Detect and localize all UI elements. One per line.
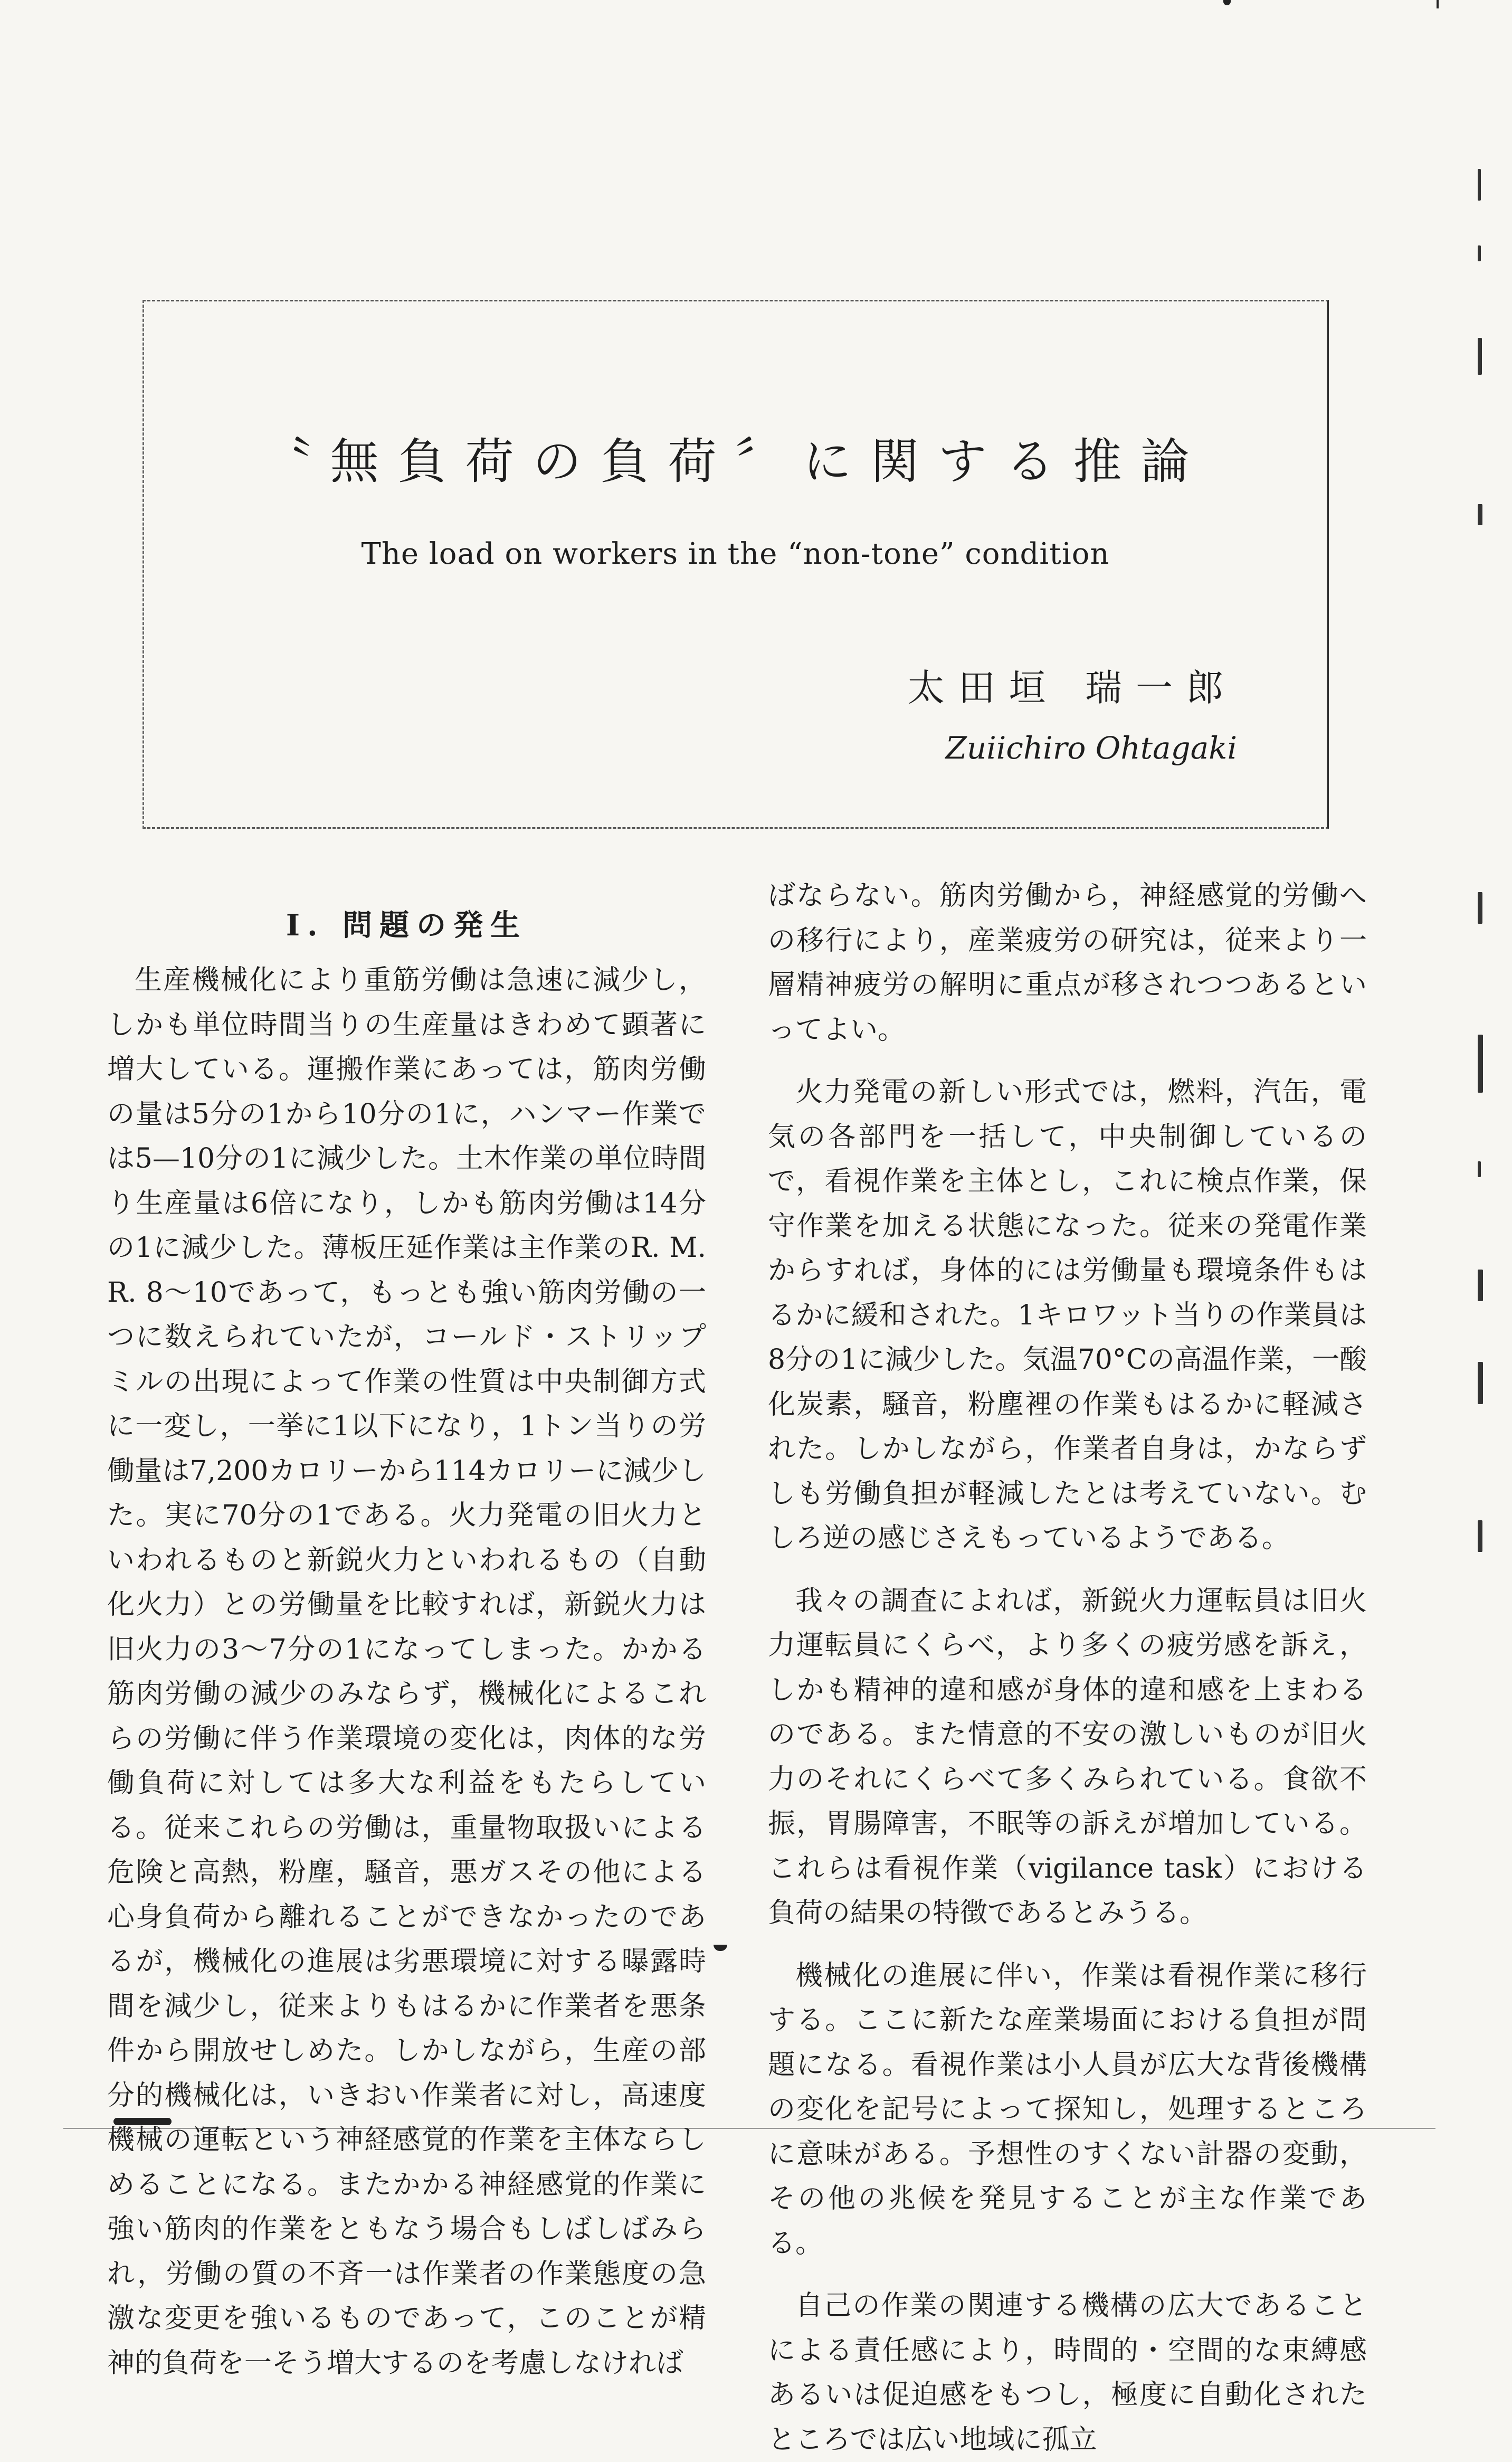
scan-edge-mark (1478, 169, 1481, 201)
author-name-japanese: 太田垣 瑞一郎 (907, 666, 1237, 709)
paper-title-english: The load on workers in the “non-tone” condition (361, 537, 1110, 571)
scan-edge-mark (1478, 1270, 1483, 1301)
body-column-right (768, 874, 1367, 2462)
body-column-left (107, 874, 706, 2385)
scan-edge-mark (1478, 892, 1482, 924)
body-paragraph: 火力発電の新しい形式では，燃料，汽缶，電気の各部門を一括して，中央制御しているので，看視作業を主体とし，これに検点作業，保守作業を加える状態になった。従来の発電作業からすれば，身体的には労働量も環境条件もはるかに緩和された。1キロワット当りの作業員は8分の1に減少した。気温70°Cの高温作業，一酸化炭素，騒音，粉塵裡の作業もはるかに軽減された。しかしながら，作業者自身は，かならずしも労働負担が軽減したとは考えていない。むしろ逆の感じさえもっているようである。 (768, 1076, 1367, 1554)
author-name-english: Zuiichiro Ohtagaki (945, 730, 1237, 766)
scan-mark-mid (714, 1945, 727, 1951)
scan-edge-mark (1478, 245, 1481, 261)
scan-mark-top-right (1437, 0, 1439, 8)
title-frame (142, 300, 1329, 829)
scan-edge-mark (1478, 1161, 1481, 1177)
body-paragraph: 生産機械化により重筋労働は急速に減少し，しかも単位時間当りの生産量はきわめて顕著に増大している。運搬作業にあっては，筋肉労働の量は5分の1から10分の1に，ハンマー作業では5—10分の1に減少した。土木作業の単位時間り生産量は6倍になり，しかも筋肉労働は14分の1に減少した。薄板圧延作業は主作業のR. M. R. 8～10であって，もっとも強い筋肉労働の一つに数えられていたが，コールド・ストリップミルの出現によって作業の性質は中央制御方式に一変し，一挙に1以下になり，1トン当りの労働量は7,200カロリーから114カロリーに減少した。実に70分の1である。火力発電の旧火力といわれるものと新鋭火力といわれるもの（自動化火力）との労働量を比較すれば，新鋭火力は旧火力の3～7分の1になってしまった。かかる筋肉労働の減少のみならず，機械化によるこれらの労働に伴う作業環境の変化は，肉体的な労働負荷に対しては多大な利益をもたらしている。従来これらの労働は，重量物取扱いによる危険と高熱，粉塵，騒音，悪ガスその他による心身負荷から離れることができなかったのであるが，機械化の進展は劣悪環境に対する曝露時間を減少し，従来よりもはるかに作業者を悪条件から開放せしめた。しかしながら，生産の部分的機械化は，いきおい作業者に対し，高速度機械の運転という神経感覚的作業を主体ならしめることになる。またかかる神経感覚的作業に強い筋肉的作業をともなう場合もしばしばみられ，労働の質の不斉一は作業者の作業態度の急激な変更を強いるものであって，このことが精神的負荷を一そう増大するのを考慮しなければ (107, 964, 706, 2379)
scan-edge-mark (1478, 1362, 1483, 1404)
body-paragraph: 我々の調査によれば，新鋭火力運転員は旧火力運転員にくらべ，より多くの疲労感を訴え，しかも精神的違和感が身体的違和感を上まわるのである。また情意的不安の激しいものが旧火力のそれにくらべて多くみられている。食欲不振，胃腸障害，不眠等の訴えが増加している。これらは看視作業（vigilance task）における負荷の結果の特徴であるとみうる。 (768, 1585, 1367, 1929)
body-paragraph: 自己の作業の関連する機構の広大であることによる責任感により，時間的・空間的な束縛感あるいは促迫感をもつし，極度に自動化されたところでは広い地域に孤立 (768, 2290, 1367, 2456)
body-paragraph: 機械化の進展に伴い，作業は看視作業に移行する。ここに新たな産業場面における負担が問題になる。看視作業は小人員が広大な背後機構の変化を記号によって探知し，処理するところに意味がある。予想性のすくない計器の変動，その他の兆候を発見することが主な作業である。 (768, 1959, 1367, 2259)
scan-edge-mark (1478, 1035, 1483, 1093)
scan-edge-mark (1478, 504, 1482, 525)
scan-edge-mark (1478, 338, 1482, 375)
scan-mark-top (1223, 0, 1231, 5)
section-heading: I. 問題の発生 (286, 908, 528, 943)
scan-edge-mark (1478, 1520, 1482, 1552)
paper-title-japanese: 〝無負荷の負荷〞に関する推論 (262, 433, 1209, 490)
body-paragraph: ばならない。筋肉労働から，神経感覚的労働への移行により，産業疲労の研究は，従来より一層精神疲労の解明に重点が移されつつあるといってよい。 (768, 880, 1367, 1046)
